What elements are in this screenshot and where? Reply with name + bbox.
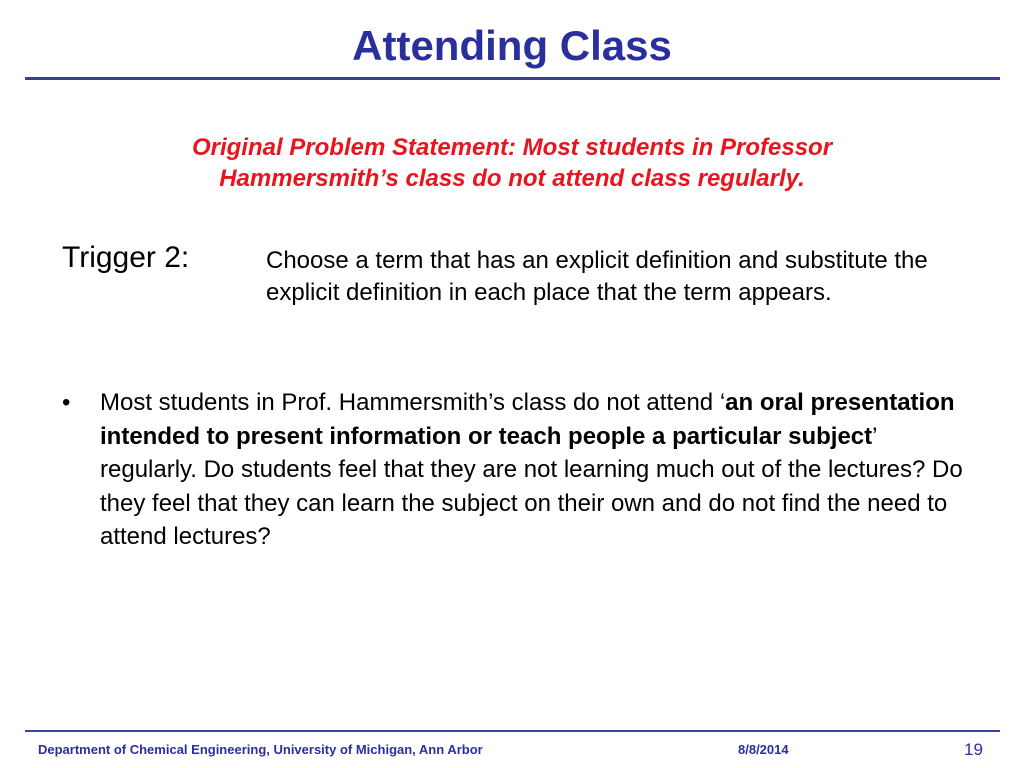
footer-date: 8/8/2014 xyxy=(738,742,789,757)
bullet-text xyxy=(100,386,980,554)
footer-department: Department of Chemical Engineering, University of Michigan, Ann Arbor xyxy=(38,742,483,757)
problem-statement: Original Problem Statement: Most students in Professor Hammersmith’s class do not attend class regularly. xyxy=(191,134,833,192)
page-number: 19 xyxy=(964,740,983,759)
bullet-text-before: Most students in Prof. Hammersmith’s class do not attend ‘ xyxy=(100,389,726,416)
trigger-label: Trigger 2: xyxy=(62,241,190,274)
trigger-description: Choose a term that has an explicit definition and substitute the explicit definition in each place that the term appears. xyxy=(266,247,928,306)
title-divider xyxy=(25,77,1000,80)
footer-divider xyxy=(25,730,1000,732)
bullet-marker: • xyxy=(62,389,71,416)
bullet-text-after: ’ regularly. Do students feel that they are not learning much out of the lectures? Do they feel that they can learn the subject on their own and do not find the need to attend lectures? xyxy=(100,422,963,550)
slide-title: Attending Class xyxy=(352,22,672,69)
bullet-definition: an oral presentation intended to present information or teach people a particular subject xyxy=(100,389,955,450)
